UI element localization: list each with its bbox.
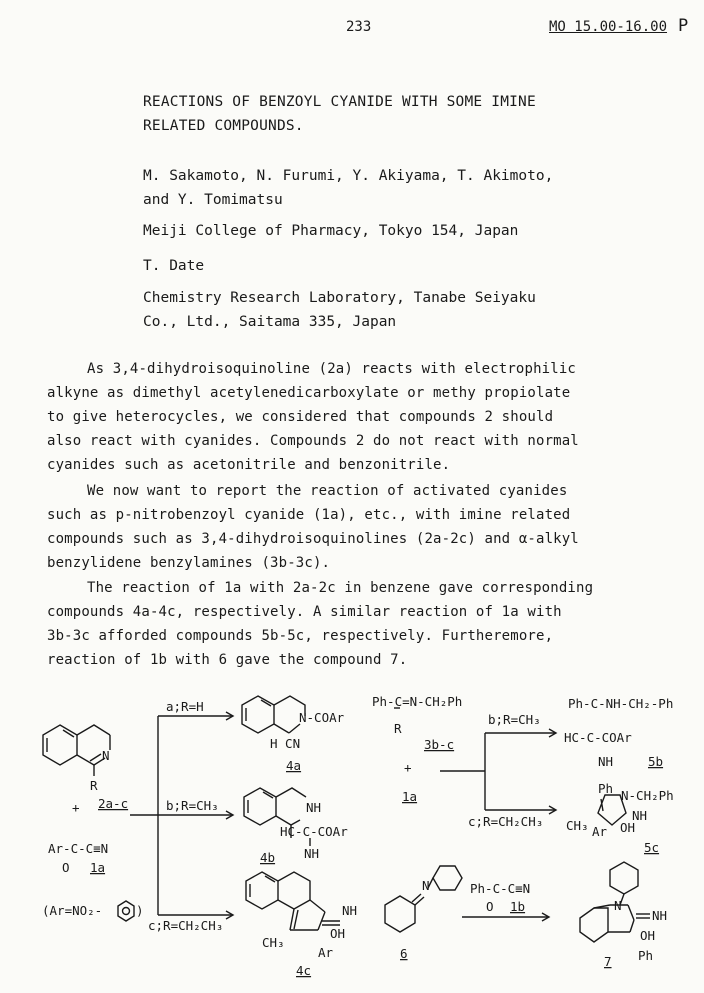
body-p2-line4: benzylidene benzylamines (3b-3c). (47, 555, 331, 571)
product-4c-ar: Ar (318, 945, 334, 960)
body-p1-line3: to give heterocycles, we considered that compounds 2 should (47, 409, 554, 425)
session-time: MO 15.00-16.00 (549, 19, 668, 35)
paper-title-line1: REACTIONS OF BENZOYL CYANIDE WITH SOME IMINE (143, 94, 536, 110)
compound-6-label: 6 (400, 946, 408, 961)
imine-3: Ph-C=N-CH₂Ph (372, 694, 463, 709)
compound-1a-label: 1a (90, 860, 106, 875)
n-label: N (102, 748, 110, 763)
r-label: R (90, 778, 98, 793)
authors-line2: and Y. Tomimatsu (143, 192, 283, 208)
author-2: T. Date (143, 258, 205, 274)
product-4a-substituent: N-COAr (299, 710, 345, 725)
product-4c-structure (246, 872, 340, 930)
compound-4b-label: 4b (260, 850, 276, 865)
compound-5b-label: 5b (648, 754, 664, 769)
affiliation-2-line1: Chemistry Research Laboratory, Tanabe Seiyaku (143, 290, 536, 306)
product-4a-h-cn: H CN (270, 736, 301, 751)
product-5c-ar: Ar (592, 824, 608, 839)
product-5c-n: N-CH₂Ph (621, 788, 674, 803)
body-p3-line4: reaction of 1b with 6 gave the compound 7. (47, 652, 408, 668)
body-p2-line3: compounds such as 3,4-dihydroisoquinolines (2a-2c) and α-alkyl (47, 531, 579, 547)
reagent-3b-c: 3b-c (424, 737, 455, 752)
condition-b2: b;R=CH₃ (488, 712, 541, 727)
body-p1-line4: also react with cyanides. Compounds 2 do not react with normal (47, 433, 579, 449)
affiliation-2-line2: Co., Ltd., Saitama 335, Japan (143, 314, 397, 330)
product-4a-structure (242, 696, 305, 733)
compound-4c-label: 4c (296, 963, 312, 978)
oxo-label: O (62, 860, 70, 875)
product-4c-nh: NH (342, 903, 358, 918)
plus-sign: + (72, 800, 80, 815)
product-4b-chain: HC-C-COAr (280, 824, 348, 839)
plus-sign-2: + (404, 760, 412, 775)
ar-definition-close: ) (136, 903, 144, 918)
product-5b-mid: HC-C-COAr (564, 730, 632, 745)
body-p2-line2: such as p-nitrobenzoyl cyanide (1a), etc., with imine related (47, 507, 571, 523)
body-p3-line3: 3b-3c afforded compounds 5b-5c, respectively. Furtheremore, (47, 628, 554, 644)
reagent-2a-c: 2a-c (98, 796, 129, 811)
product-5b-nh: NH (598, 754, 614, 769)
compound-4a-label: 4a (286, 758, 302, 773)
product-7-nh: NH (652, 908, 668, 923)
paper-title-line2: RELATED COMPOUNDS. (143, 118, 304, 134)
product-5c-oh: OH (620, 820, 636, 835)
reagent-1b: Ph-C-C≡N (470, 881, 531, 896)
body-p3-line1: The reaction of 1a with 2a-2c in benzene gave corresponding (87, 580, 594, 596)
nitrophenyl-ring (118, 901, 134, 921)
aroyl-cyanide: Ar-C-C≡N (48, 841, 109, 856)
product-7-n: N (614, 898, 622, 913)
ar-definition: (Ar=NO₂- (42, 903, 103, 918)
affiliation-1: Meiji College of Pharmacy, Tokyo 154, Japan (143, 223, 519, 239)
session-type: P (678, 16, 689, 36)
body-p3-line2: compounds 4a-4c, respectively. A similar reaction of 1a with (47, 604, 562, 620)
condition-c: c;R=CH₂CH₃ (148, 918, 224, 933)
body-p1-line1: As 3,4-dihydroisoquinoline (2a) reacts with electrophilic (87, 361, 576, 377)
compound-1a-label-2: 1a (402, 789, 418, 804)
compound-7-label: 7 (604, 954, 612, 969)
compound-6-structure (385, 866, 462, 932)
compound-1b-label: 1b (510, 899, 526, 914)
product-4b-nh: NH (306, 800, 322, 815)
reagent-1b-oxo: O (486, 899, 494, 914)
dihydroisoquinoline-structure (43, 725, 110, 776)
body-p1-line2: alkyne as dimethyl acetylenedicarboxylate or methy propiolate (47, 385, 571, 401)
product-7-ph: Ph (638, 948, 654, 963)
compound-6-n: N (422, 878, 430, 893)
condition-a: a;R=H (166, 699, 204, 714)
product-5c-methyl: CH₃ (566, 818, 589, 833)
imine-3-r: R (394, 721, 402, 736)
product-5c-nh: NH (632, 808, 648, 823)
page-number: 233 (346, 19, 372, 35)
body-p1-line5: cyanides such as acetonitrile and benzonitrile. (47, 457, 451, 473)
compound-5c-label: 5c (644, 840, 660, 855)
product-5c-ph: Ph (598, 781, 614, 796)
product-7-oh: OH (640, 928, 656, 943)
product-4c-oh: OH (330, 926, 346, 941)
condition-c2: c;R=CH₂CH₃ (468, 814, 544, 829)
product-4c-methyl: CH₃ (262, 935, 285, 950)
condition-b: b;R=CH₃ (166, 798, 219, 813)
product-5b-top: Ph-C-NH-CH₂-Ph (568, 696, 674, 711)
product-4b-nh2: NH (304, 846, 320, 861)
authors-line1: M. Sakamoto, N. Furumi, Y. Akiyama, T. Akimoto, (143, 168, 554, 184)
body-p2-line1: We now want to report the reaction of activated cyanides (87, 483, 568, 499)
